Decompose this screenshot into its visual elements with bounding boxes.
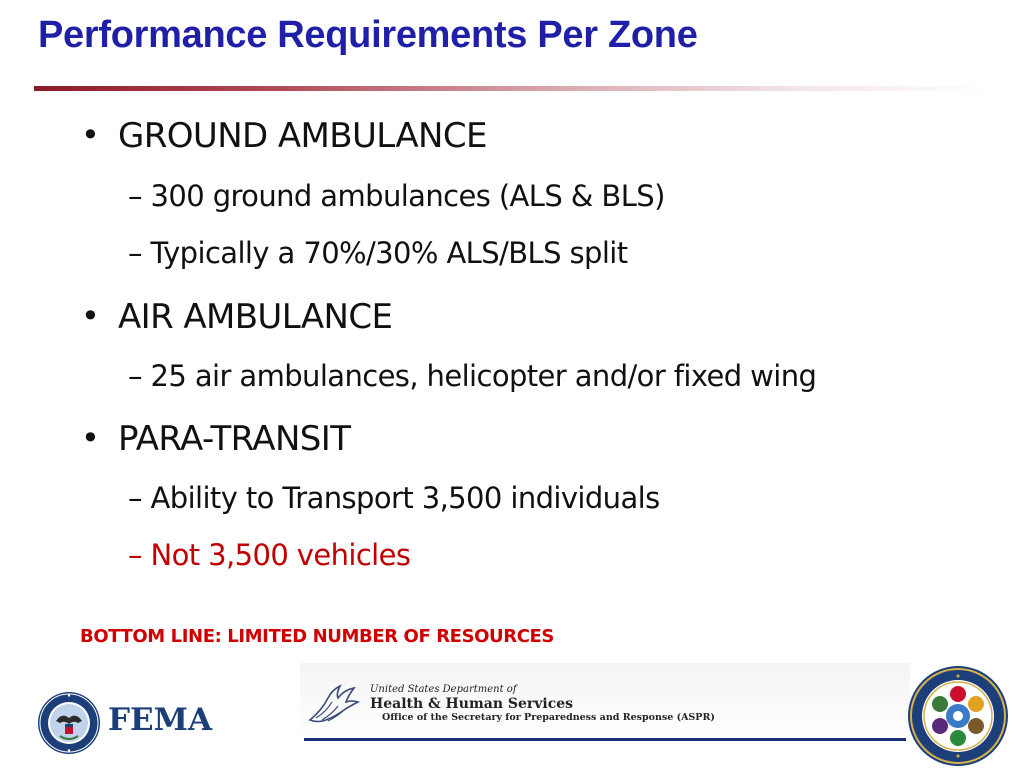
hhs-eagle-icon [306,680,362,733]
hhs-name-line: Health & Human Services [370,696,574,712]
bullet-dot-icon: • [81,419,100,457]
bottom-line-callout: BOTTOM LINE: LIMITED NUMBER OF RESOURCES [80,626,554,647]
bullet-label: GROUND AMBULANCE [118,116,487,156]
bullet-label: AIR AMBULANCE [118,297,393,337]
hhs-department-line: United States Department of [370,684,517,695]
title-underline [34,86,994,91]
bullet-ground-ambulance [81,116,487,156]
bullet-label: PARA-TRANSIT [118,419,351,459]
bullet-dot-icon: • [81,297,100,335]
subitem-ground-split: – Typically a 70%/30% ALS/BLS split [128,236,628,270]
aspr-seal-icon [906,664,1010,773]
subitem-air-count: – 25 air ambulances, helicopter and/or fixed wing [128,359,817,393]
hhs-office-line: Office of the Secretary for Preparedness and Response (ASPR) [382,712,715,723]
hhs-text-block [370,684,715,724]
bullet-para-transit [81,419,351,459]
subitem-para-vehicles: – Not 3,500 vehicles [128,538,411,572]
bullet-dot-icon: • [81,116,100,154]
dhs-seal-icon [36,690,102,761]
hhs-footer-rule [304,738,906,741]
subitem-para-capacity: – Ability to Transport 3,500 individuals [128,481,660,515]
subitem-ground-count: – 300 ground ambulances (ALS & BLS) [128,179,665,213]
fema-wordmark: FEMA [108,702,213,738]
slide-title: Performance Requirements Per Zone [38,14,698,56]
bullet-air-ambulance [81,297,393,337]
